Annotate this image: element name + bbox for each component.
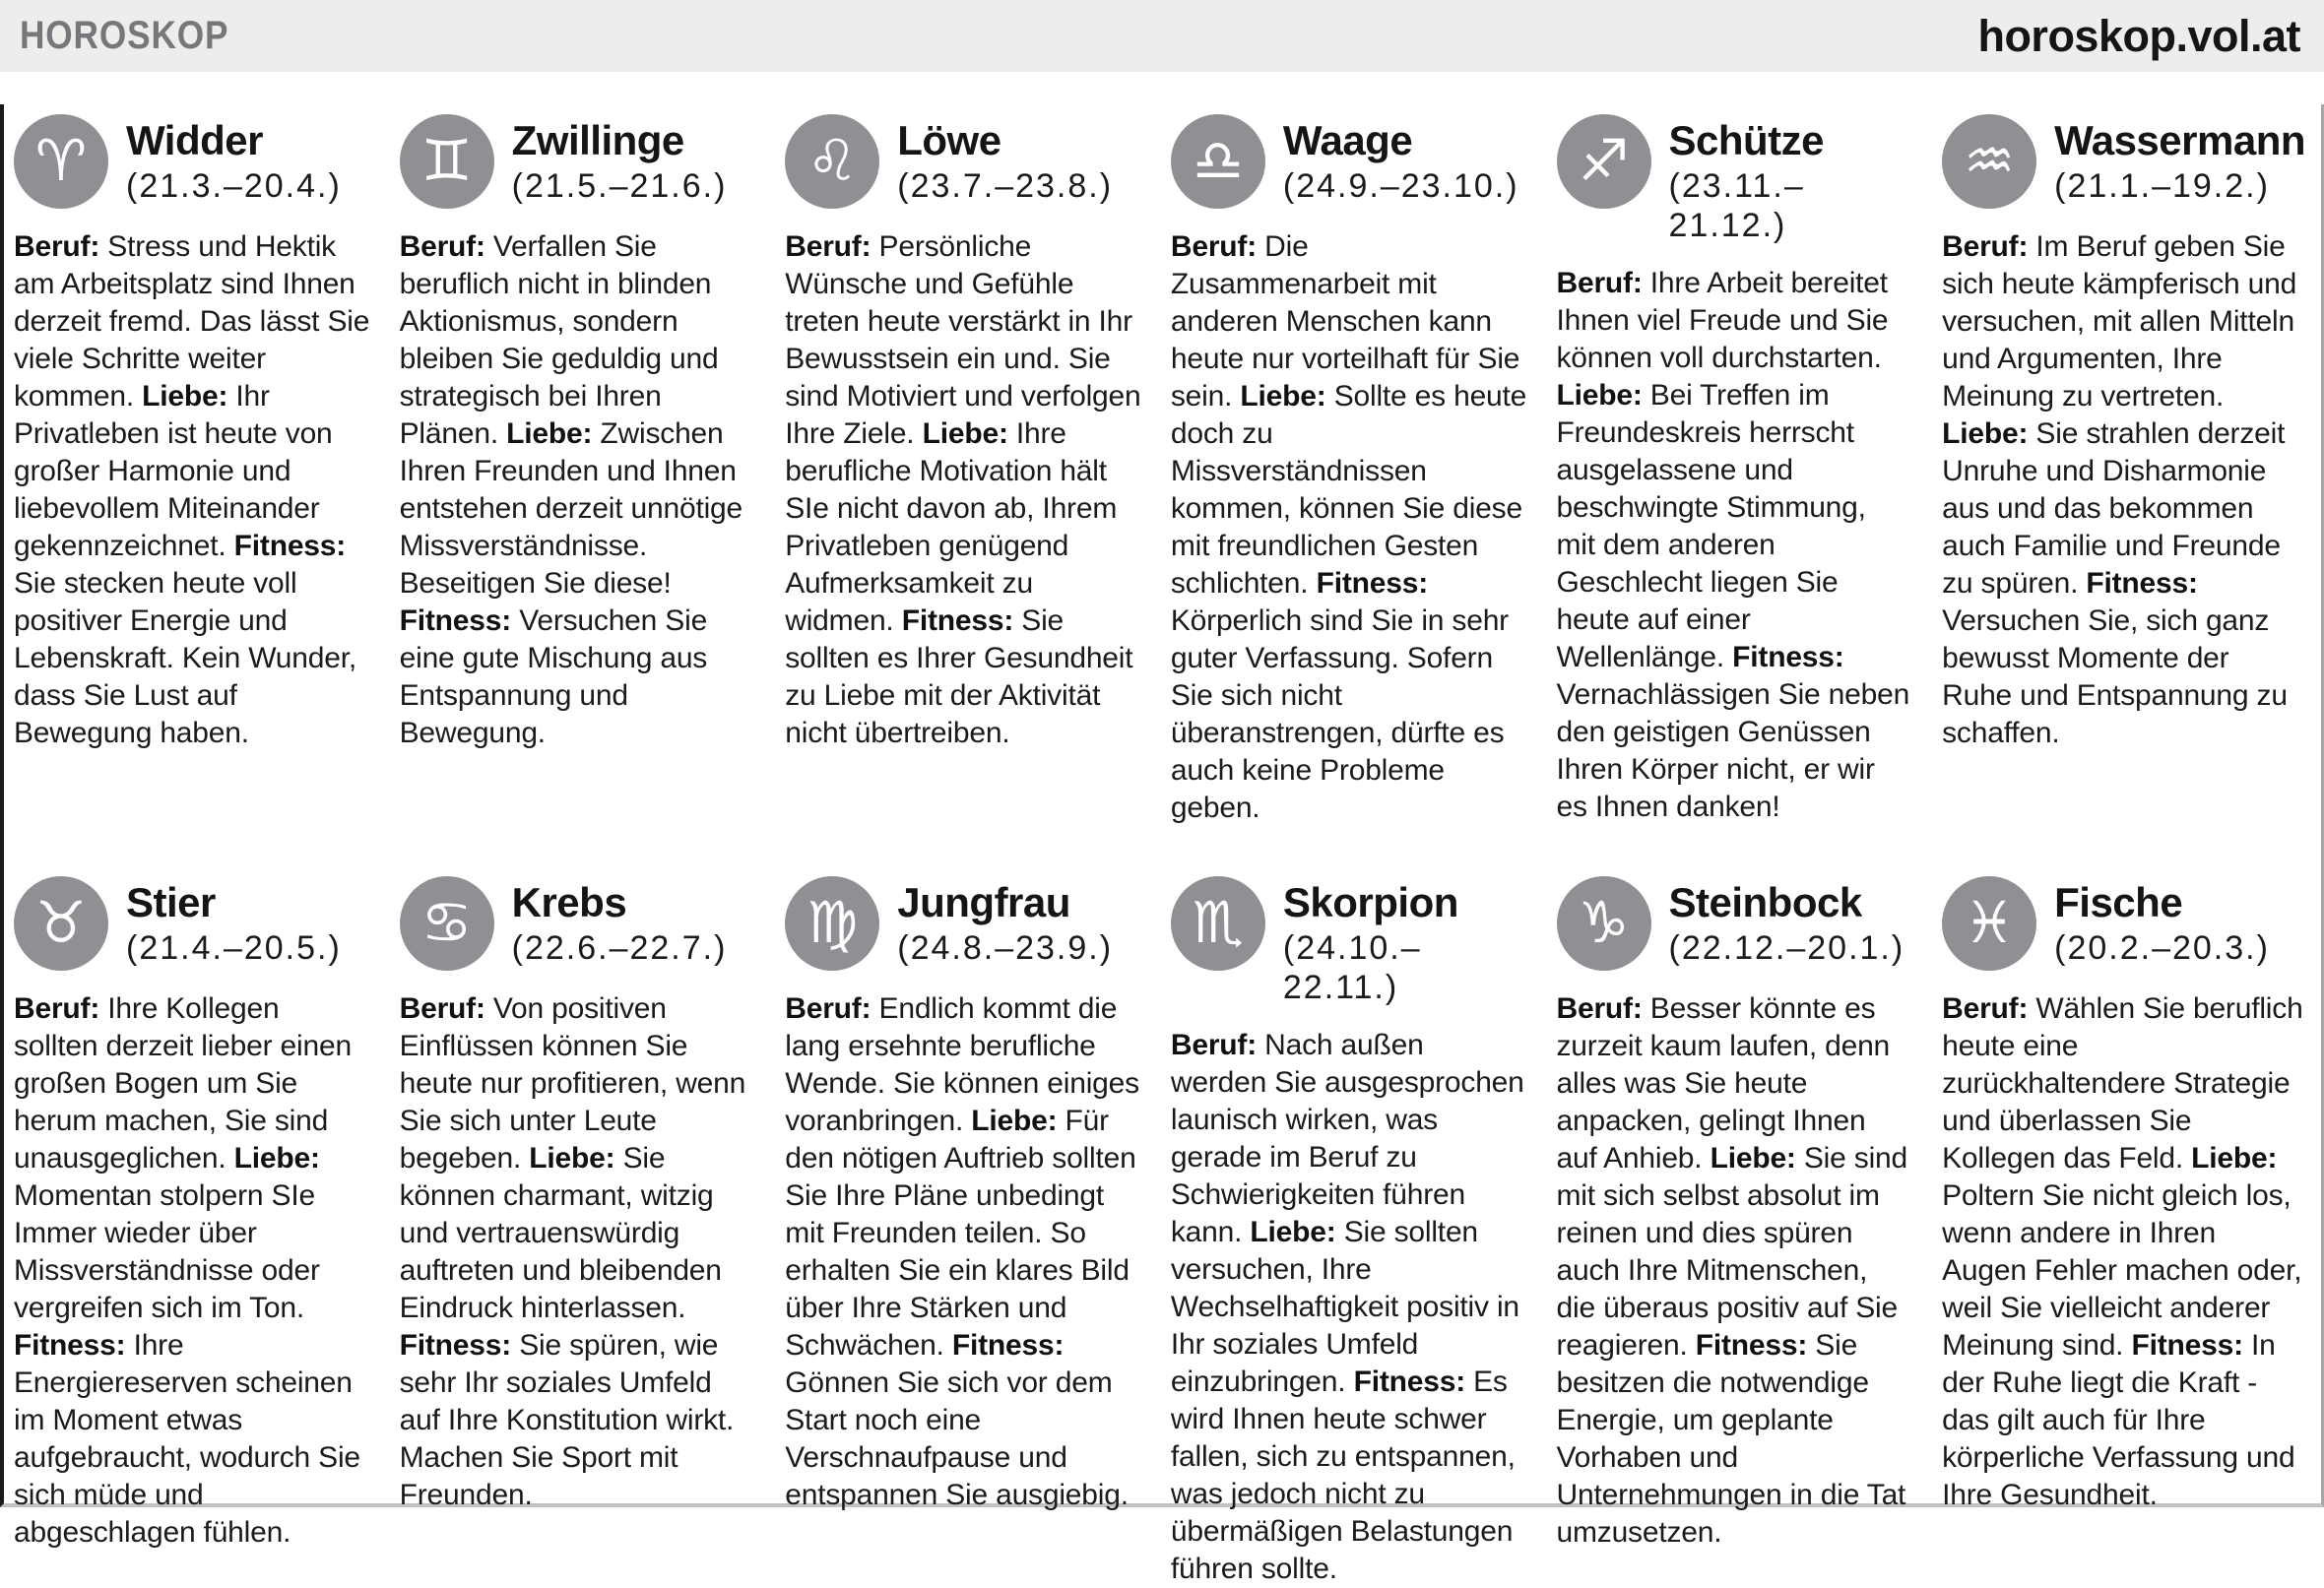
page-header (0, 0, 2324, 72)
label-beruf: Beruf: (399, 992, 485, 1025)
sign-dates: (22.12.–20.1.) (1668, 929, 1905, 967)
label-fitness: Fitness: (951, 1329, 1065, 1362)
label-fitness: Fitness: (2131, 1329, 2243, 1362)
sign-dates: (21.1.–19.2.) (2054, 167, 2270, 205)
label-beruf: Beruf: (1556, 267, 1643, 299)
sign-header (1171, 876, 1527, 1007)
gemini-icon: ♊ (400, 114, 494, 209)
sign-steinbock (1557, 876, 1913, 1588)
label-beruf: Beruf: (14, 992, 100, 1025)
label-fitness: Fitness: (901, 604, 1014, 637)
label-liebe: Liebe: (1556, 379, 1643, 412)
label-beruf: Beruf: (785, 230, 872, 263)
sign-text: Beruf: Nach außen werden Sie ausgesprochen launisch wirken, was gerade im Beruf zu Schwierigkeiten führen kann. Liebe: Sie sollten versuchen, Ihre Wechselhaftigkeit positiv in Ihr soziales Umfeld einzubringen. Fitness: Es wird Ihnen heute schwer fallen, sich zu entspannen, was jedoch nicht zu übermäßigen Belastungen führen sollte. (1170, 1029, 1524, 1585)
sign-text: Beruf: Stress und Hektik am Arbeitsplatz sind Ihnen derzeit fremd. Das lässt Sie viele Schritte weiter kommen. Liebe: Ihr Privatleben ist heute von großer Harmonie und liebevollem Miteinander gekennzeichnet. Fitness: Sie stecken heute voll positiver Energie und Lebenskraft. Kein Wunder, dass Sie Lust auf Bewegung haben. (14, 230, 370, 749)
label-liebe: Liebe: (971, 1105, 1058, 1137)
cancer-icon: ♋ (400, 876, 494, 971)
label-beruf: Beruf: (785, 992, 872, 1025)
sign-name: Wassermann (2054, 117, 2305, 163)
label-liebe: Liebe: (506, 417, 593, 450)
label-fitness: Fitness: (14, 1329, 126, 1362)
scorpio-icon: ♏ (1171, 876, 1265, 971)
label-liebe: Liebe: (1250, 1216, 1336, 1248)
sign-zwillinge (400, 114, 756, 827)
sign-header (1557, 876, 1913, 971)
label-liebe: Liebe: (1240, 380, 1326, 413)
sign-schuetze (1557, 114, 1913, 827)
label-beruf: Beruf: (1170, 230, 1258, 263)
sign-text: Beruf: Von positiven Einflüssen können Sie heute nur profitieren, wenn Sie sich unter Leute begeben. Liebe: Sie können charmant, witzig und vertrauenswürdig auftreten und bleibenden Eindruck hinterlassen. Fitness: Sie spüren, wie sehr Ihr soziales Umfeld auf Ihre Konstitution wirkt. Machen Sie Sport mit Freunden. (399, 992, 746, 1511)
sign-loewe (785, 114, 1141, 827)
label-fitness: Fitness: (1316, 567, 1428, 600)
horoscope-grid (14, 114, 2305, 1588)
label-liebe: Liebe: (233, 1142, 320, 1175)
horoscope-clip (0, 104, 2324, 1585)
aquarius-icon: ♒ (1942, 114, 2036, 209)
label-liebe: Liebe: (529, 1142, 615, 1175)
sign-header (1942, 876, 2305, 971)
label-liebe: Liebe: (2191, 1142, 2278, 1175)
label-fitness: Fitness: (1732, 641, 1844, 673)
label-beruf: Beruf: (1170, 1029, 1258, 1061)
sign-text: Beruf: Endlich kommt die lang ersehnte berufliche Wende. Sie können einiges voranbringen. Liebe: Für den nötigen Auftrieb sollten Sie Ihre Pläne unbedingt mit Freunden teilen. So erhalten Sie ein klares Bild über Ihre Stärken und Schwächen. Fitness: Gönnen Sie sich vor dem Start noch eine Verschnaufpause und entspannen Sie ausgiebig. (785, 992, 1139, 1511)
sign-header (1557, 114, 1913, 245)
label-liebe: Liebe: (1942, 417, 2029, 450)
sign-dates: (23.7.–23.8.) (897, 167, 1114, 205)
sign-dates: (22.6.–22.7.) (511, 929, 728, 967)
label-liebe: Liebe: (142, 380, 228, 413)
virgo-icon: ♍ (785, 876, 879, 971)
label-beruf: Beruf: (1556, 992, 1643, 1025)
sign-dates: (23.11.–21.12.) (1668, 167, 1805, 244)
sign-text: Beruf: Persönliche Wünsche und Gefühle treten heute verstärkt in Ihr Bewusstsein ein und. Sie sind Motiviert und verfolgen Ihre Ziele. Liebe: Ihre berufliche Motivation hält SIe nicht davon ab, Ihrem Privatleben genügend Aufmerksamkeit zu widmen. Fitness: Sie sollten es Ihrer Gesundheit zu Liebe mit der Aktivität nicht übertreiben. (785, 230, 1141, 749)
taurus-icon: ♉ (14, 876, 108, 971)
label-fitness: Fitness: (2086, 567, 2198, 600)
label-fitness: Fitness: (1695, 1329, 1808, 1362)
sign-dates: (21.3.–20.4.) (126, 167, 342, 205)
sign-name: Waage (1282, 117, 1413, 163)
aries-icon: ♈ (14, 114, 108, 209)
label-fitness: Fitness: (1353, 1366, 1465, 1398)
sign-name: Steinbock (1668, 879, 1862, 925)
sign-krebs (400, 876, 756, 1588)
sign-wassermann (1942, 114, 2305, 827)
sign-name: Krebs (511, 879, 627, 925)
sign-skorpion (1171, 876, 1527, 1588)
sign-jungfrau (785, 876, 1141, 1588)
label-fitness: Fitness: (399, 604, 512, 637)
label-fitness: Fitness: (399, 1329, 512, 1362)
sign-stier (14, 876, 370, 1588)
sign-text: Beruf: Wählen Sie beruflich heute eine zurückhaltendere Strategie und überlassen Sie Kollegen das Feld. Liebe: Poltern Sie nicht gleich los, wenn andere in Ihren Augen Fehler machen oder, weil Sie vielleicht anderer Meinung sind. Fitness: In der Ruhe liegt die Kraft - das gilt auch für Ihre körperliche Verfassung und Ihre Gesundheit. (1942, 992, 2303, 1511)
label-beruf: Beruf: (1942, 992, 2029, 1025)
sign-header (785, 114, 1141, 209)
label-beruf: Beruf: (14, 230, 100, 263)
page-title: HOROSKOP (20, 14, 229, 57)
sign-dates: (20.2.–20.3.) (2054, 929, 2270, 967)
libra-icon: ♎ (1171, 114, 1265, 209)
sign-dates: (21.4.–20.5.) (126, 929, 342, 967)
sign-header (14, 114, 370, 209)
capricorn-icon: ♑ (1557, 876, 1651, 971)
sign-header (400, 876, 756, 971)
sign-fische (1942, 876, 2305, 1588)
sign-header (14, 876, 370, 971)
sign-name: Stier (126, 879, 216, 925)
sign-name: Löwe (897, 117, 1001, 163)
sign-text: Beruf: Ihre Kollegen sollten derzeit lieber einen großen Bogen um Sie herum machen, Sie sind unausgeglichen. Liebe: Momentan stolpern SIe Immer wieder über Missverständnisse oder vergreifen sich im Ton. Fitness: Ihre Energiereserven scheinen im Moment etwas aufgebraucht, wodurch Sie sich müde und abgeschlagen fühlen. (14, 992, 360, 1549)
sign-text: Beruf: Besser könnte es zurzeit kaum laufen, denn alles was Sie heute anpacken, gelingt Ihnen auf Anhieb. Liebe: Sie sind mit sich selbst absolut im reinen und dies spüren auch Ihre Mitmenschen, die überaus positiv auf Sie reagieren. Fitness: Sie besitzen die notwendige Energie, um geplante Vorhaben und Unternehmungen in die Tat umzusetzen. (1556, 992, 1908, 1549)
sign-text: Beruf: Verfallen Sie beruflich nicht in blinden Aktionismus, sondern bleiben Sie geduldig und strategisch bei Ihren Plänen. Liebe: Zwischen Ihren Freunden und Ihnen entstehen derzeit unnötige Missverständnisse. Beseitigen Sie diese! Fitness: Versuchen Sie eine gute Mischung aus Entspannung und Bewegung. (399, 230, 743, 749)
sign-text: Beruf: Im Beruf geben Sie sich heute kämpferisch und versuchen, mit allen Mitteln und Argumenten, Ihre Meinung zu vertreten. Liebe: Sie strahlen derzeit Unruhe und Disharmonie aus und das bekommen auch Familie und Freunde zu spüren. Fitness: Versuchen Sie, sich ganz bewusst Momente der Ruhe und Entspannung zu schaffen. (1942, 230, 2297, 749)
sign-name: Schütze (1668, 117, 1825, 163)
label-liebe: Liebe: (1710, 1142, 1796, 1175)
sign-name: Jungfrau (897, 879, 1070, 925)
label-liebe: Liebe: (922, 417, 1008, 450)
sign-name: Fische (2054, 879, 2183, 925)
pisces-icon: ♓ (1942, 876, 2036, 971)
sign-dates: (24.10.–22.11.) (1282, 929, 1422, 1006)
sign-widder (14, 114, 370, 827)
sign-header (1171, 114, 1527, 209)
sign-dates: (24.9.–23.10.) (1282, 167, 1519, 205)
sign-dates: (21.5.–21.6.) (511, 167, 728, 205)
leo-icon: ♌ (785, 114, 879, 209)
label-beruf: Beruf: (1942, 230, 2029, 263)
sign-dates: (24.8.–23.9.) (897, 929, 1114, 967)
sign-name: Zwillinge (511, 117, 684, 163)
sign-text: Beruf: Die Zusammenarbeit mit anderen Menschen kann heute nur vorteilhaft für Sie sein. Liebe: Sollte es heute doch zu Missverständnissen kommen, können Sie diese mit freundlichen Gesten schlichten. Fitness: Körperlich sind Sie in sehr guter Verfassung. Sofern Sie sich nicht überanstrengen, dürfte es auch keine Probleme geben. (1170, 230, 1527, 824)
sagittarius-icon: ♐ (1557, 114, 1651, 209)
sign-header (400, 114, 756, 209)
sign-waage (1171, 114, 1527, 827)
sign-header (785, 876, 1141, 971)
site-url: horoskop.vol.at (1977, 10, 2300, 61)
label-beruf: Beruf: (399, 230, 485, 263)
sign-header (1942, 114, 2305, 209)
sign-name: Widder (126, 117, 263, 163)
sign-name: Skorpion (1282, 879, 1458, 925)
label-fitness: Fitness: (233, 530, 347, 562)
sign-text: Beruf: Ihre Arbeit bereitet Ihnen viel Freude und Sie können voll durchstarten. Liebe: Bei Treffen im Freundeskreis herrscht ausgelassene und beschwingte Stimmung, mit dem anderen Geschlecht liegen Sie heute auf einer Wellenlänge. Fitness: Vernachlässigen Sie neben den geistigen Genüssen Ihren Körper nicht, er wir es Ihnen danken! (1556, 267, 1910, 823)
